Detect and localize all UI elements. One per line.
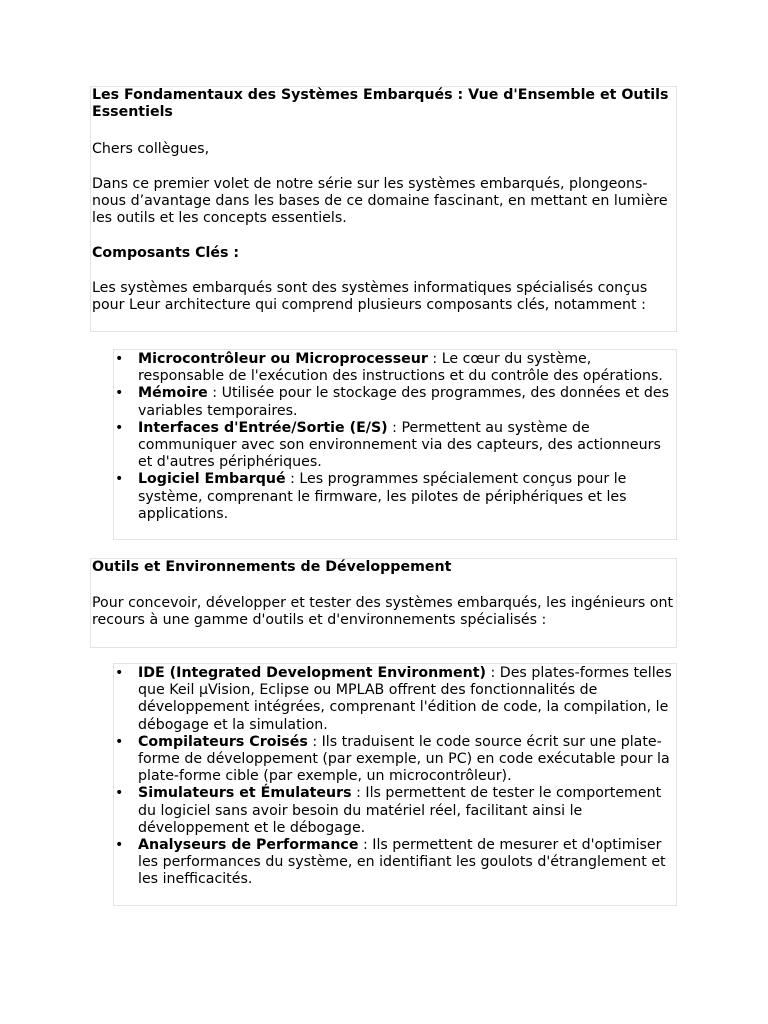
list-item [115, 734, 675, 786]
greeting: Chers collègues, [92, 141, 210, 157]
bullet-icon: • [115, 385, 124, 402]
list-item-text: : Le cœur du système, responsable de l'exécution des instructions et du contrôle des opérations. [138, 351, 663, 385]
bullet-icon: • [115, 471, 124, 488]
list-item [115, 785, 675, 837]
list-item-text: : Utilisée pour le stockage des programmes, des données et des variables temporaires. [138, 385, 669, 419]
list-item [115, 351, 675, 385]
tools-list [115, 665, 675, 889]
components-list [115, 351, 675, 523]
bullet-icon: • [115, 351, 124, 367]
list-item [115, 665, 675, 734]
list-item-text: : Ils traduisent le code source écrit sur une plate-forme de développement (par exemple, un PC) en code exécutable pour la plate-forme cible (par exemple, un microcontrôleur). [138, 733, 670, 785]
list-item-term: Microcontrôleur ou Microprocesseur [138, 351, 428, 367]
list-item-text: : Ils permettent de tester le comportement du logiciel sans avoir besoin du matériel réel, facilitant ainsi le développement et le débogage. [138, 785, 662, 836]
list-item [115, 837, 675, 889]
list-item [115, 385, 675, 419]
bullet-icon: • [115, 665, 124, 681]
list-item [115, 420, 675, 472]
bullet-icon: • [115, 785, 124, 802]
list-item-text: : Des plates-formes telles que Keil µVision, Eclipse ou MPLAB offrent des fonctionnalités de développement intégrées, comprenant l'édition de code, la compilation, le débogage et la simulation. [138, 665, 672, 733]
document-title [92, 87, 674, 121]
list-item-text: : Ils permettent de mesurer et d'optimiser les performances du système, en identifiant les goulots d'étranglement et les inefficacités. [138, 837, 666, 888]
bullet-icon: • [115, 837, 124, 854]
list-item-text: : Les programmes spécialement conçus pour le système, comprenant le firmware, les pilotes de périphériques et les applications. [138, 471, 627, 522]
bullet-icon: • [115, 733, 124, 750]
list-item-term: Compilateurs Croisés [138, 733, 308, 750]
document-title-text: Les Fondamentaux des Systèmes Embarqués : Vue d'Ensemble et Outils Essentiels [92, 87, 669, 121]
bullet-icon: • [115, 419, 124, 436]
section-heading-components: Composants Clés : [92, 245, 240, 261]
list-item [115, 471, 675, 523]
components-intro-paragraph: Les systèmes embarqués sont des systèmes informatiques spécialisés conçus pour Leur architecture qui comprend plusieurs composants clés, notamment : [92, 280, 648, 314]
list-item-text: : Permettent au système de communiquer avec son environnement via des capteurs, des actionneurs et d'autres périphériques. [138, 419, 661, 471]
intro-paragraph: Dans ce premier volet de notre série sur les systèmes embarqués, plongeons-nous d’avantage dans les bases de ce domaine fascinant, en mettant en lumière les outils et les concepts essentiels. [92, 176, 668, 227]
list-item-term: Simulateurs et Émulateurs [138, 785, 352, 802]
list-item-term: Logiciel Embarqué [138, 471, 286, 488]
section-heading-tools: Outils et Environnements de Développement [92, 559, 452, 575]
tools-intro-paragraph: Pour concevoir, développer et tester des systèmes embarqués, les ingénieurs ont recours à une gamme d'outils et d'environnements spécialisés : [92, 595, 674, 629]
list-item-term: IDE (Integrated Development Environment) [138, 665, 486, 681]
list-item-term: Interfaces d'Entrée/Sortie (E/S) [138, 419, 388, 436]
list-item-term: Analyseurs de Performance [138, 837, 359, 854]
list-item-term: Mémoire [138, 385, 208, 402]
